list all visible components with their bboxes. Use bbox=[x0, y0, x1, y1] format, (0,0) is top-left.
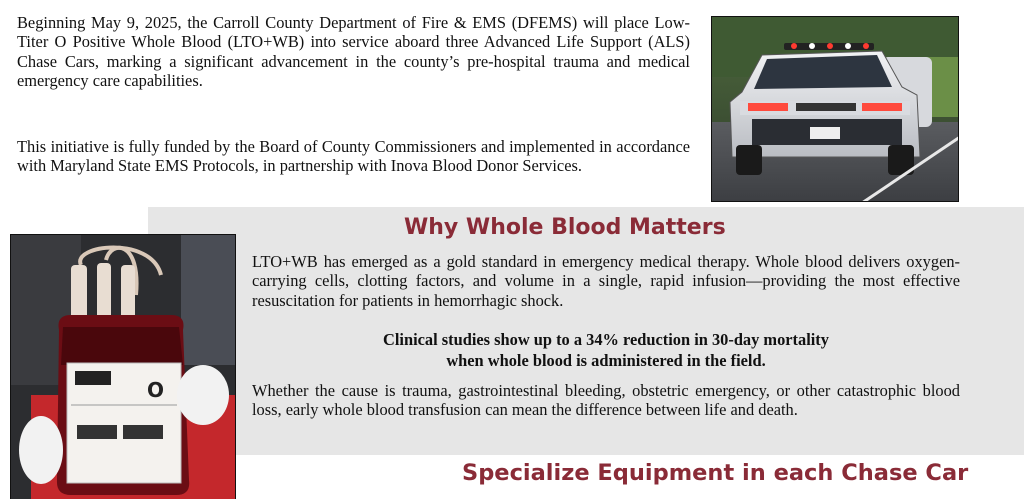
mortality-stat-line-2: when whole blood is administered in the field. bbox=[446, 351, 766, 370]
intro-paragraph-2: This initiative is fully funded by the Board of County Commissioners and implemented in accordance with Maryland State EMS Protocols, in partnership with Inova Blood Donor Services. bbox=[17, 137, 690, 176]
chase-car-photo bbox=[711, 16, 959, 202]
blood-type-label: O bbox=[147, 378, 165, 402]
why-paragraph-2: Whether the cause is trauma, gastrointestinal bleeding, obstetric emergency, or other catastrophic blood loss, early whole blood transfusion can mean the difference between life and death. bbox=[252, 381, 960, 420]
mortality-stat-line-1: Clinical studies show up to a 34% reduction in 30-day mortality bbox=[383, 330, 829, 349]
blood-bag-illustration bbox=[11, 235, 236, 499]
equipment-heading: Specialize Equipment in each Chase Car bbox=[462, 460, 969, 486]
blood-bag-photo bbox=[10, 234, 236, 499]
why-paragraph-1: LTO+WB has emerged as a gold standard in emergency medical therapy. Whole blood delivers oxygen-carrying cells, clotting factors, and volume in a single, rapid infusion—providing the most effective resuscitation for patients in hemorrhagic shock. bbox=[252, 252, 960, 310]
mortality-stat bbox=[252, 329, 960, 371]
intro-paragraph-1: Beginning May 9, 2025, the Carroll County Department of Fire & EMS (DFEMS) will place Low-Titer O Positive Whole Blood (LTO+WB) into service aboard three Advanced Life Support (ALS) Chase Cars, marking a significant advancement in the county’s pre-hospital trauma and medical emergency care capabilities. bbox=[17, 13, 690, 91]
why-whole-blood-heading: Why Whole Blood Matters bbox=[404, 215, 726, 240]
chase-car-illustration bbox=[712, 17, 959, 202]
